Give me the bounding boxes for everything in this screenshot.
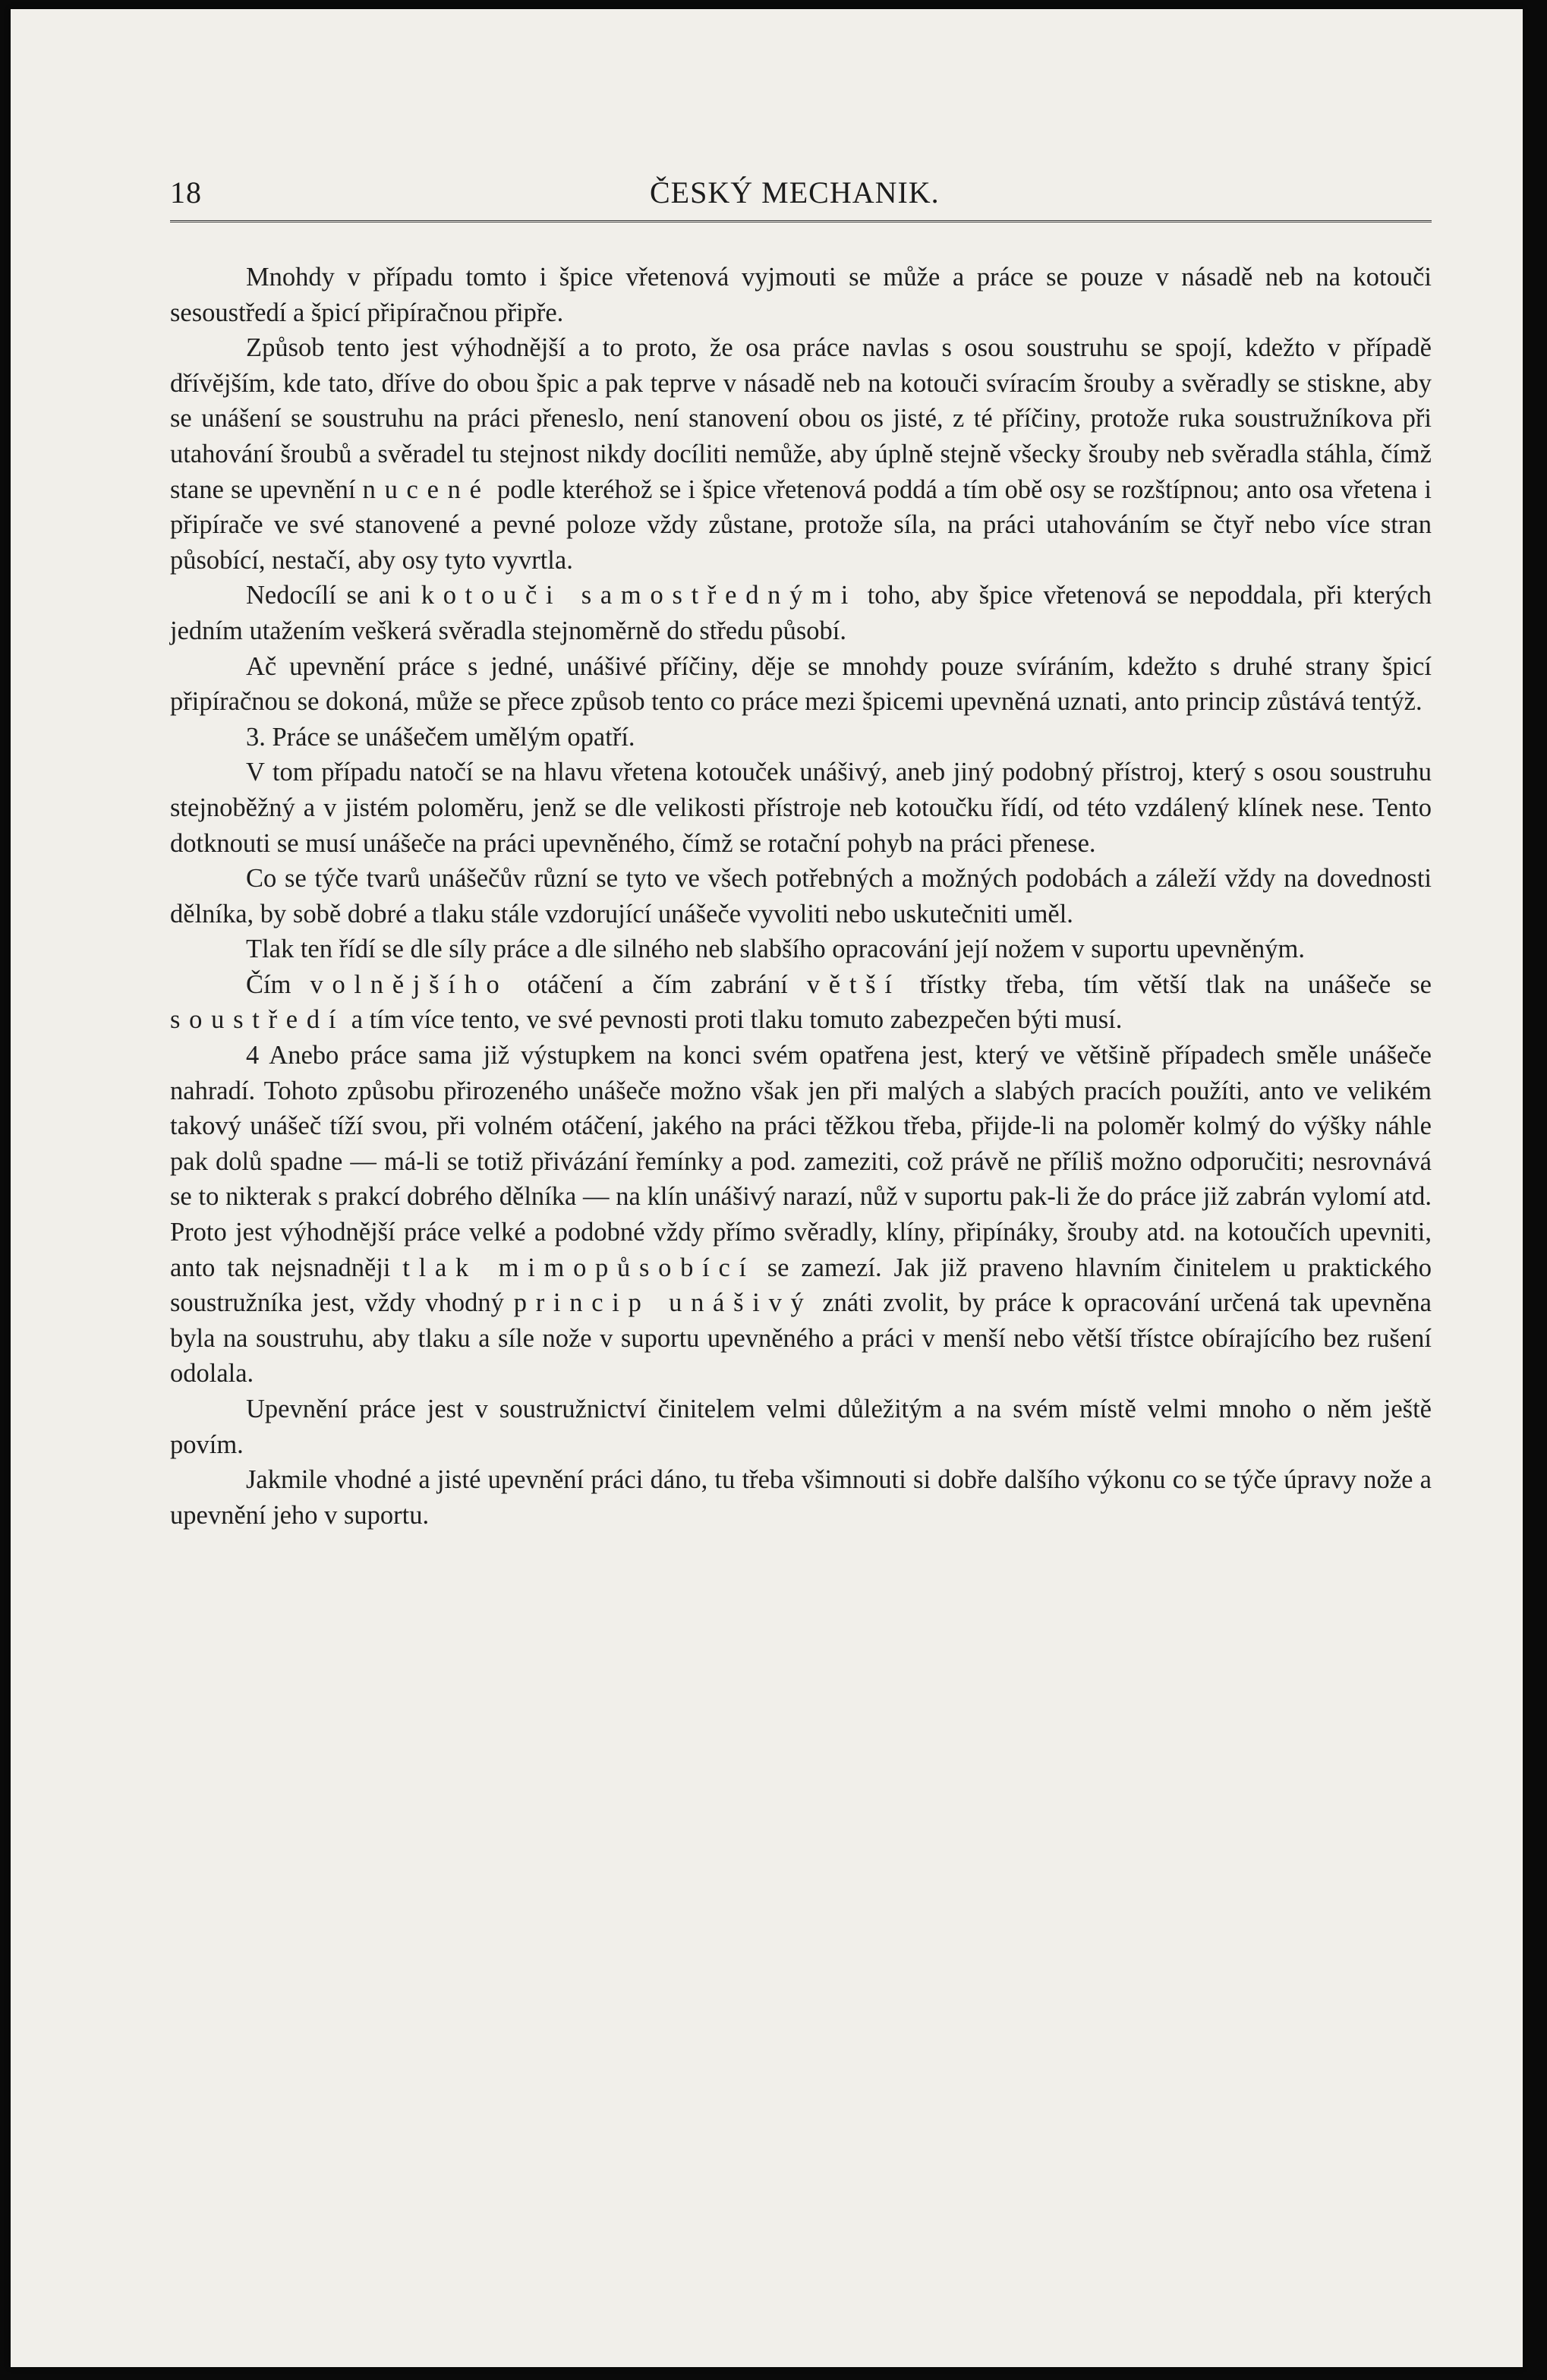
paragraph-text: 3. Práce se unášečem umělým opatří.: [246, 722, 635, 752]
running-title: ČESKÝ MECHANIK.: [650, 175, 940, 210]
emphasized-text: volnějšího: [310, 969, 509, 999]
paragraph-text: se zamezí. Jak již praveno hlavním činitelem u praktického soustružníka jest, vždy vhodný: [170, 1253, 1432, 1318]
paragraph: [170, 861, 1432, 932]
emphasized-text: soustředí: [170, 1005, 345, 1035]
paragraph-text: V tom případu natočí se na hlavu vřetena kotouček unášivý, aneb jiný podobný přístroj, který s osou soustruhu stejnoběžný a v jistém poloměru, jenž se dle velikosti přístroje neb kotoučku řídí, od této vzdálený klínek nese. Tento dotknouti se musí unášeče na práci upevněného, čímž se rotační pohyb na práci přenese.: [170, 758, 1432, 858]
paragraph: [170, 1462, 1432, 1533]
paragraph-text: 4 Anebo práce sama již výstupkem na konci svém opatřena jest, který ve většině případech směle unášeče nahradí. Tohoto způsobu přirozeného unášeče možno však jen při malých a slabých pracích použíti, anto ve velikém takový unášeč tíží svou, při volném otáčení, jakého na práci těžkou třeba, přijde-li na poloměr kolmý do výšky náhle pak dolů spadne — má-li se totiž přivázání řemínky a pod. zameziti, což právě ne příliš možno odporučiti; nesrovnává se to nikterak s prakcí dobrého dělníka — na klín unášivý narazí, nůž v suportu pak-li že do práce již zabrán vylomí atd. Proto jest výhodnější práce velké a podobné vždy přímo svěradly, klíny, připínáky, šrouby atd. na kotoučích upevniti, anto tak nejsnadněji: [170, 1041, 1432, 1282]
paragraph: [170, 967, 1432, 1038]
page-number: 18: [170, 175, 202, 210]
emphasized-text: princip unášivý: [513, 1288, 813, 1318]
paragraph: [170, 755, 1432, 861]
paragraph-text: třístky třeba, tím větší tlak na unášeče se: [900, 969, 1432, 999]
paragraph: [170, 1392, 1432, 1462]
paragraph-text: a tím více tento, ve své pevnosti proti tlaku tomuto zabezpečen býti musí.: [345, 1005, 1123, 1035]
paragraph-text: podle kteréhož se i špice vřetenová poddá a tím obě osy se rozštípnou; anto osa vřetena i připírače ve své stanovené a pevné poloze vždy zůstane, protože síla, na práci utahováním se čtyř nebo více stran působící, nestačí, aby osy tyto vyvrtla.: [170, 474, 1432, 575]
book-page: [11, 9, 1523, 2367]
body-text: [170, 260, 1432, 1533]
paragraph-text: Jakmile vhodné a jisté upevnění práci dáno, tu třeba všimnouti si dobře dalšího výkonu co se týče úpravy nože a upevnění jeho v suportu.: [170, 1465, 1432, 1530]
page-header: [170, 175, 1430, 213]
paragraph-text: Čím: [246, 969, 310, 999]
paragraph: [170, 1038, 1432, 1392]
paragraph: [170, 330, 1432, 578]
paragraph-text: Tlak ten řídí se dle síly práce a dle silného neb slabšího opracování její nožem v suportu upevněným.: [246, 935, 1305, 964]
paragraph-text: Způsob tento jest výhodnější a to proto, že osa práce navlas s osou soustruhu se spojí, kdežto v případě dřívějším, kde tato, dříve do obou špic a pak teprve v násadě neb na kotouči svíracím šrouby a svěradly se stiskne, aby se unášení se soustruhu na práci přeneslo, není stanovení obou os jisté, z té příčiny, protože ruka soustružníkova při utahování šroubů a svěradel tu stejnost nikdy docíliti nemůže, aby úplně stejně všecky šrouby neb svěradla stáhla, čímž stane se upevnění: [170, 333, 1432, 504]
paragraph-text: Mnohdy v případu tomto i špice vřetenová vyjmouti se může a práce se pouze v násadě neb na kotouči sesoustředí a špicí připíračnou připře.: [170, 263, 1432, 327]
paragraph: [170, 932, 1432, 967]
paragraph-text: Nedocílí se ani: [246, 581, 421, 610]
paragraph: [170, 578, 1432, 648]
paragraph-text: Upevnění práce jest v soustružnictví činitelem velmi důležitým a na svém místě velmi mnoho o něm ještě povím.: [170, 1395, 1432, 1459]
header-rule: [170, 220, 1432, 222]
paragraph: [170, 649, 1432, 720]
emphasized-text: nucené: [362, 474, 490, 504]
emphasized-text: kotouči samostřednými: [421, 581, 858, 610]
paragraph: [170, 260, 1432, 330]
emphasized-text: větší: [806, 969, 901, 999]
paragraph-text: znáti zvolit, by práce k opracování určená tak upevněna byla na soustruhu, aby tlaku a síle nože v suportu upevněného a práci v menší nebo větší třístce obírajícího bez rušení odolala.: [170, 1288, 1432, 1389]
paragraph-text: otáčení a čím zabrání: [508, 969, 807, 999]
paragraph-text: toho, aby špice vřetenová se nepoddala, při kterých jedním utažením veškerá svěradla stejnoměrně do středu působí.: [170, 581, 1432, 645]
paragraph-text: Co se týče tvarů unášečův různí se tyto ve všech potřebných a možných podobách a záleží vždy na dovednosti dělníka, by sobě dobré a tlaku stále vzdorující unášeče vyvoliti nebo uskutečniti uměl.: [170, 864, 1432, 928]
emphasized-text: tlak mimopůsobící: [402, 1253, 755, 1282]
paragraph: [170, 720, 1432, 755]
paragraph-text: Ač upevnění práce s jedné, unášivé příčiny, děje se mnohdy pouze svíráním, kdežto s druhé strany špicí připíračnou se dokoná, může se přece způsob tento co práce mezi špicemi upevněná uznati, anto princip zůstává tentýž.: [170, 651, 1432, 717]
